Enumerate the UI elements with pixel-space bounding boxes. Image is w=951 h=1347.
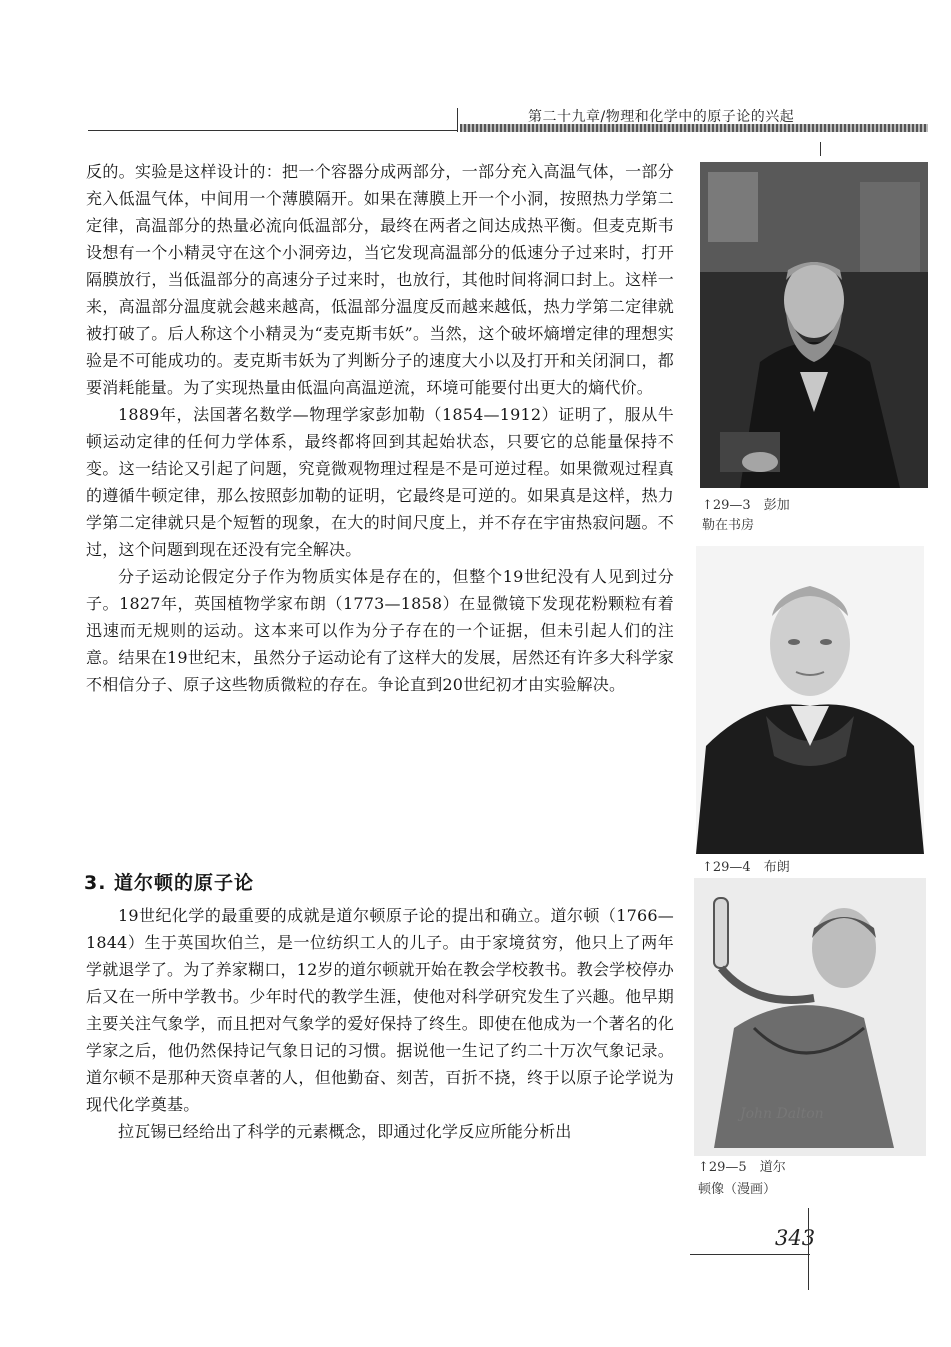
caption-figure-29-3-line2: 勒在书房 bbox=[702, 518, 755, 533]
svg-text:John Dalton: John Dalton bbox=[740, 1106, 824, 1122]
footer-divider-tick bbox=[808, 1208, 809, 1290]
paragraph-lavoisier: 拉瓦锡已经给出了科学的元素概念，即通过化学反应所能分析出 bbox=[118, 1122, 572, 1141]
paragraph-maxwell-demon: 反的。实验是这样设计的：把一个容器分成两部分，一部分充入高温气体，一部分充入低温气体，中间用一个薄膜隔开。如果在薄膜上开一个小洞，按照热力学第二定律，高温部分的热量必流向低温部分，最终在两者之间达成热平衡。但麦克斯韦设想有一个小精灵守在这个小洞旁边，当它发现高温部分的低速分子过来时，打开隔膜放行，当低温部分的高速分子过来时，也放行，其他时间将洞口封上。这样一来，高温部分温度就会越来越高，低温部分温度反而越来越低，热力学第二定律就被打破了。后人称这个小精灵为“麦克斯韦妖”。当然，这个破坏熵增定律的理想实验是不可能成功的。麦克斯韦妖为了判断分子的速度大小以及打开和关闭洞口，都要消耗能量。为了实现热量由低温向高温逆流，环境可能要付出更大的熵代价。 bbox=[86, 162, 674, 397]
paragraph-poincare: 1889年，法国著名数学—物理学家彭加勒（1854—1912）证明了，服从牛顿运动定律的任何力学体系，最终都将回到其起始状态，只要它的总能量保持不变。这一结论又引起了问题，究竟微观物理过程是不是可逆过程。如果微观过程真的遵循牛顿定律，那么按照彭加勒的证明，它最终是可逆的。如果真是这样，热力学第二定律就只是个短暂的现象，在大的时间尺度上，并不存在宇宙热寂问题。不过，这个问题到现在还没有完全解决。 bbox=[86, 405, 674, 559]
paragraph-dalton: 19世纪化学的最重要的成就是道尔顿原子论的提出和确立。道尔顿（1766—1844）生于英国坎伯兰，是一位纺织工人的儿子。由于家境贫穷，他只上了两年学就退学了。为了养家糊口，12岁的道尔顿就开始在教会学校教书。教会学校停办后又在一所中学教书。少年时代的教学生涯，使他对科学研究发生了兴趣。他早期主要关注气象学，而且把对气象学的爱好保持了终生。即使在他成为一个著名的化学家之后，他仍然保持记气象日记的习惯。据说他一生记了约二十万次气象记录。道尔顿不是那种天资卓著的人，但他勤奋、刻苦，百折不挠，终于以原子论学说为现代化学奠基。 bbox=[86, 906, 674, 1114]
upper-text-block bbox=[86, 158, 674, 698]
page-number: 343 bbox=[775, 1226, 816, 1250]
section-heading: 3. 道尔顿的原子论 bbox=[84, 872, 255, 894]
photo-poincare-study bbox=[700, 162, 928, 488]
photo-brown-portrait bbox=[696, 546, 924, 854]
caption-figure-29-4: ↑29—4 布朗 bbox=[702, 860, 790, 875]
header-small-tick bbox=[820, 142, 821, 156]
caption-figure-29-5-line2: 顿像（漫画） bbox=[698, 1182, 777, 1197]
caption-figure-29-5-line1: ↑29—5 道尔 bbox=[698, 1160, 786, 1175]
header-rule bbox=[88, 130, 458, 131]
footer-rule bbox=[690, 1254, 810, 1255]
paragraph-brown: 分子运动论假定分子作为物质实体是存在的，但整个19世纪没有人见到过分子。1827年，英国植物学家布朗（1773—1858）在显微镜下发现花粉颗粒有着迅速而无规则的运动。这本来可以作为分子存在的一个证据，但未引起人们的注意。结果在19世纪末，虽然分子运动论有了这样大的发展，居然还有许多大科学家不相信分子、原子这些物质微粒的存在。争论直到20世纪初才由实验解决。 bbox=[86, 567, 674, 694]
lower-text-block bbox=[86, 902, 674, 1145]
chapter-title: 第二十九章/物理和化学中的原子论的兴起 bbox=[528, 109, 795, 125]
photo-dalton-caricature bbox=[694, 878, 926, 1156]
caption-figure-29-3-line1: ↑29—3 彭加 bbox=[702, 498, 790, 513]
header-divider-tick bbox=[457, 108, 458, 132]
